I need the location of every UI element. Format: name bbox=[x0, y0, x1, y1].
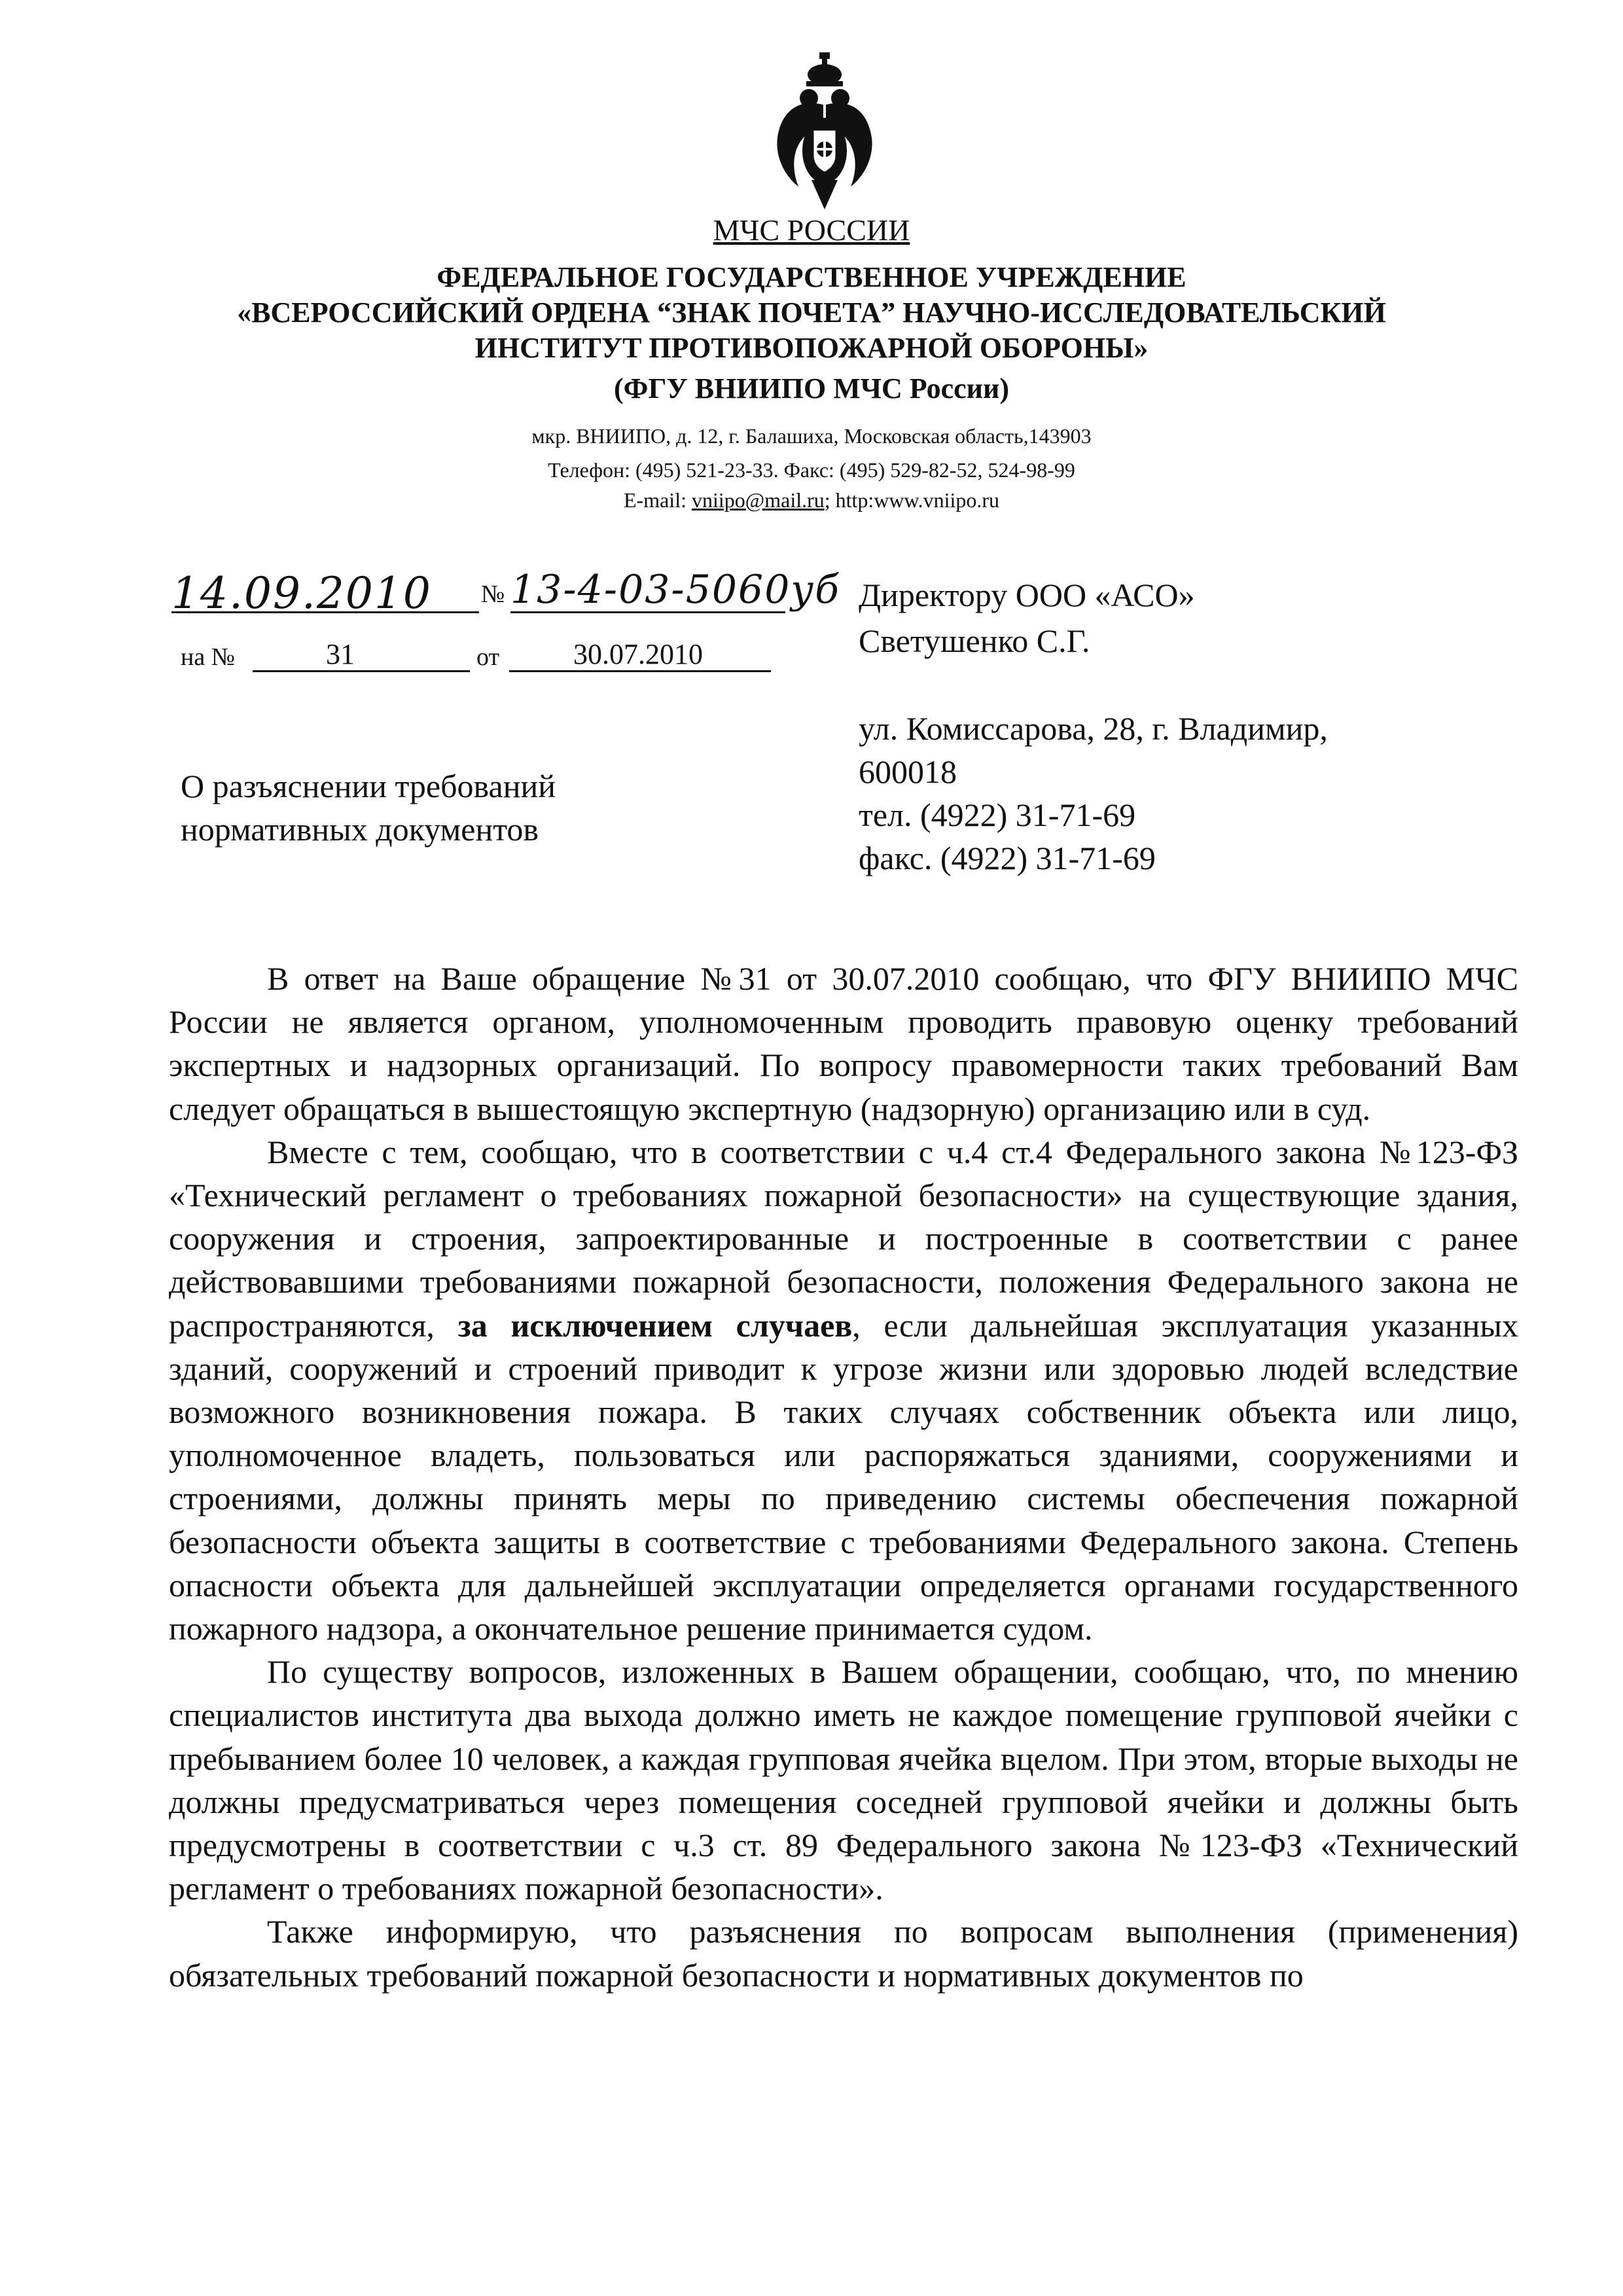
paragraph-1: В ответ на Ваше обращение №31 от 30.07.2010 сообщаю, что ФГУ ВНИИПО МЧС России не является органом, уполномоченным проводить правовую оценку требований экспертных и надзорных организаций. По вопросу правомерности таких требований Вам следует обращаться в вышестоящую экспертную (надзорную) организацию или в суд. bbox=[169, 960, 1518, 1127]
org-address: мкр. ВНИИПО, д. 12, г. Балашиха, Московская область,143903 bbox=[531, 424, 1092, 448]
paragraph-2-emphasis: за исключением случаев bbox=[457, 1306, 853, 1344]
paragraph-3: По существу вопросов, изложенных в Вашем обращении, сообщаю, что, по мнению специалистов института два выхода должно иметь не каждое помещение групповой ячейки с пребыванием более 10 человек, а каждая групповая ячейка вцелом. При этом, вторые выходы не должны предусматриваться через помещения соседней групповой ячейки и должны быть предусмотрены в соответствии с ч.3 ст. 89 Федерального закона №123-ФЗ «Технический регламент о требованиях пожарной безопасности». bbox=[169, 1653, 1518, 1907]
subject-line1: О разъяснении требований bbox=[181, 768, 556, 804]
website: ; http:www.vniipo.ru bbox=[824, 488, 999, 512]
addressee-title: Директору ООО «АСО» bbox=[859, 577, 1195, 613]
org-name-line2: «ВСЕРОССИЙСКИЙ ОРДЕНА “ЗНАК ПОЧЕТА” НАУЧНО-ИССЛЕДОВАТЕЛЬСКИЙ bbox=[237, 296, 1386, 329]
paragraph-2-end: , если дальнейшая эксплуатация указанных зданий, сооружений и строений приводит к угрозе жизни или здоровью людей вследствие возможного возникновения пожара. В таких случаях собственник объекта или лицо, уполномоченное владеть, пользоваться или распоряжаться зданиями, сооружениями и строениями, должны принять меры по приведению системы обеспечения пожарной безопасности объекта защиты в соответствие с требованиями Федерального закона. Степень опасности объекта для дальнейшей эксплуатации определяется органами государственного пожарного надзора, а окончательное решение принимается судом. bbox=[169, 1306, 1518, 1647]
ref-date: 30.07.2010 bbox=[573, 638, 703, 670]
paragraph-4: Также информирую, что разъяснения по вопросам выполнения (применения) обязательных требований пожарной безопасности и нормативных документов по bbox=[169, 1913, 1518, 1994]
outgoing-number: 13-4-03-5060уб bbox=[510, 567, 840, 613]
paragraph-2 bbox=[169, 1130, 1518, 1650]
org-name-line1: ФЕДЕРАЛЬНОЕ ГОСУДАРСТВЕННОЕ УЧРЕЖДЕНИЕ bbox=[437, 261, 1186, 293]
ref-date-label: от bbox=[476, 643, 500, 671]
number-underline bbox=[510, 611, 785, 613]
addressee-phone: тел. (4922) 31-71-69 bbox=[859, 797, 1136, 833]
letter-body bbox=[169, 957, 1518, 1997]
org-contacts bbox=[196, 488, 1427, 512]
org-short-name: (ФГУ ВНИИПО МЧС России) bbox=[614, 372, 1009, 404]
email-label: E-mail: bbox=[624, 488, 687, 512]
addressee-zip: 600018 bbox=[859, 753, 957, 790]
org-name-line3: ИНСТИТУТ ПРОТИВОПОЖАРНОЙ ОБОРОНЫ» bbox=[474, 332, 1149, 364]
eagle-emblem-icon bbox=[772, 52, 877, 209]
email-link[interactable]: vniipo@mail.ru bbox=[691, 488, 825, 512]
ministry-name: МЧС РОССИИ bbox=[713, 213, 910, 247]
addressee-name: Светушенко С.Г. bbox=[859, 622, 1090, 659]
org-phones: Телефон: (495) 521-23-33. Факс: (495) 529-82-52, 524-98-99 bbox=[548, 458, 1075, 482]
subject-line2: нормативных документов bbox=[181, 811, 539, 848]
date-underline bbox=[171, 611, 479, 613]
addressee-fax: факс. (4922) 31-71-69 bbox=[859, 840, 1156, 876]
ref-number-underline bbox=[253, 670, 470, 672]
number-label: № bbox=[481, 581, 505, 608]
outgoing-date: 14.09.2010 bbox=[171, 568, 432, 619]
addressee-street: ул. Комиссарова, 28, г. Владимир, bbox=[859, 710, 1328, 747]
paragraph-2-start: Вместе с тем, сообщаю, что в соответствии с ч.4 ст.4 Федерального закона №123-ФЗ «Технический регламент о требованиях пожарной безопасности» на существующие здания, сооружения и строения, запроектированные и построенные в соответствии с ранее действовавшими требованиями пожарной безопасности, положения Федерального закона не распространяются, bbox=[169, 1133, 1518, 1344]
ref-date-underline bbox=[509, 670, 771, 672]
ref-number: 31 bbox=[326, 638, 355, 670]
ref-number-label: на № bbox=[181, 643, 235, 671]
